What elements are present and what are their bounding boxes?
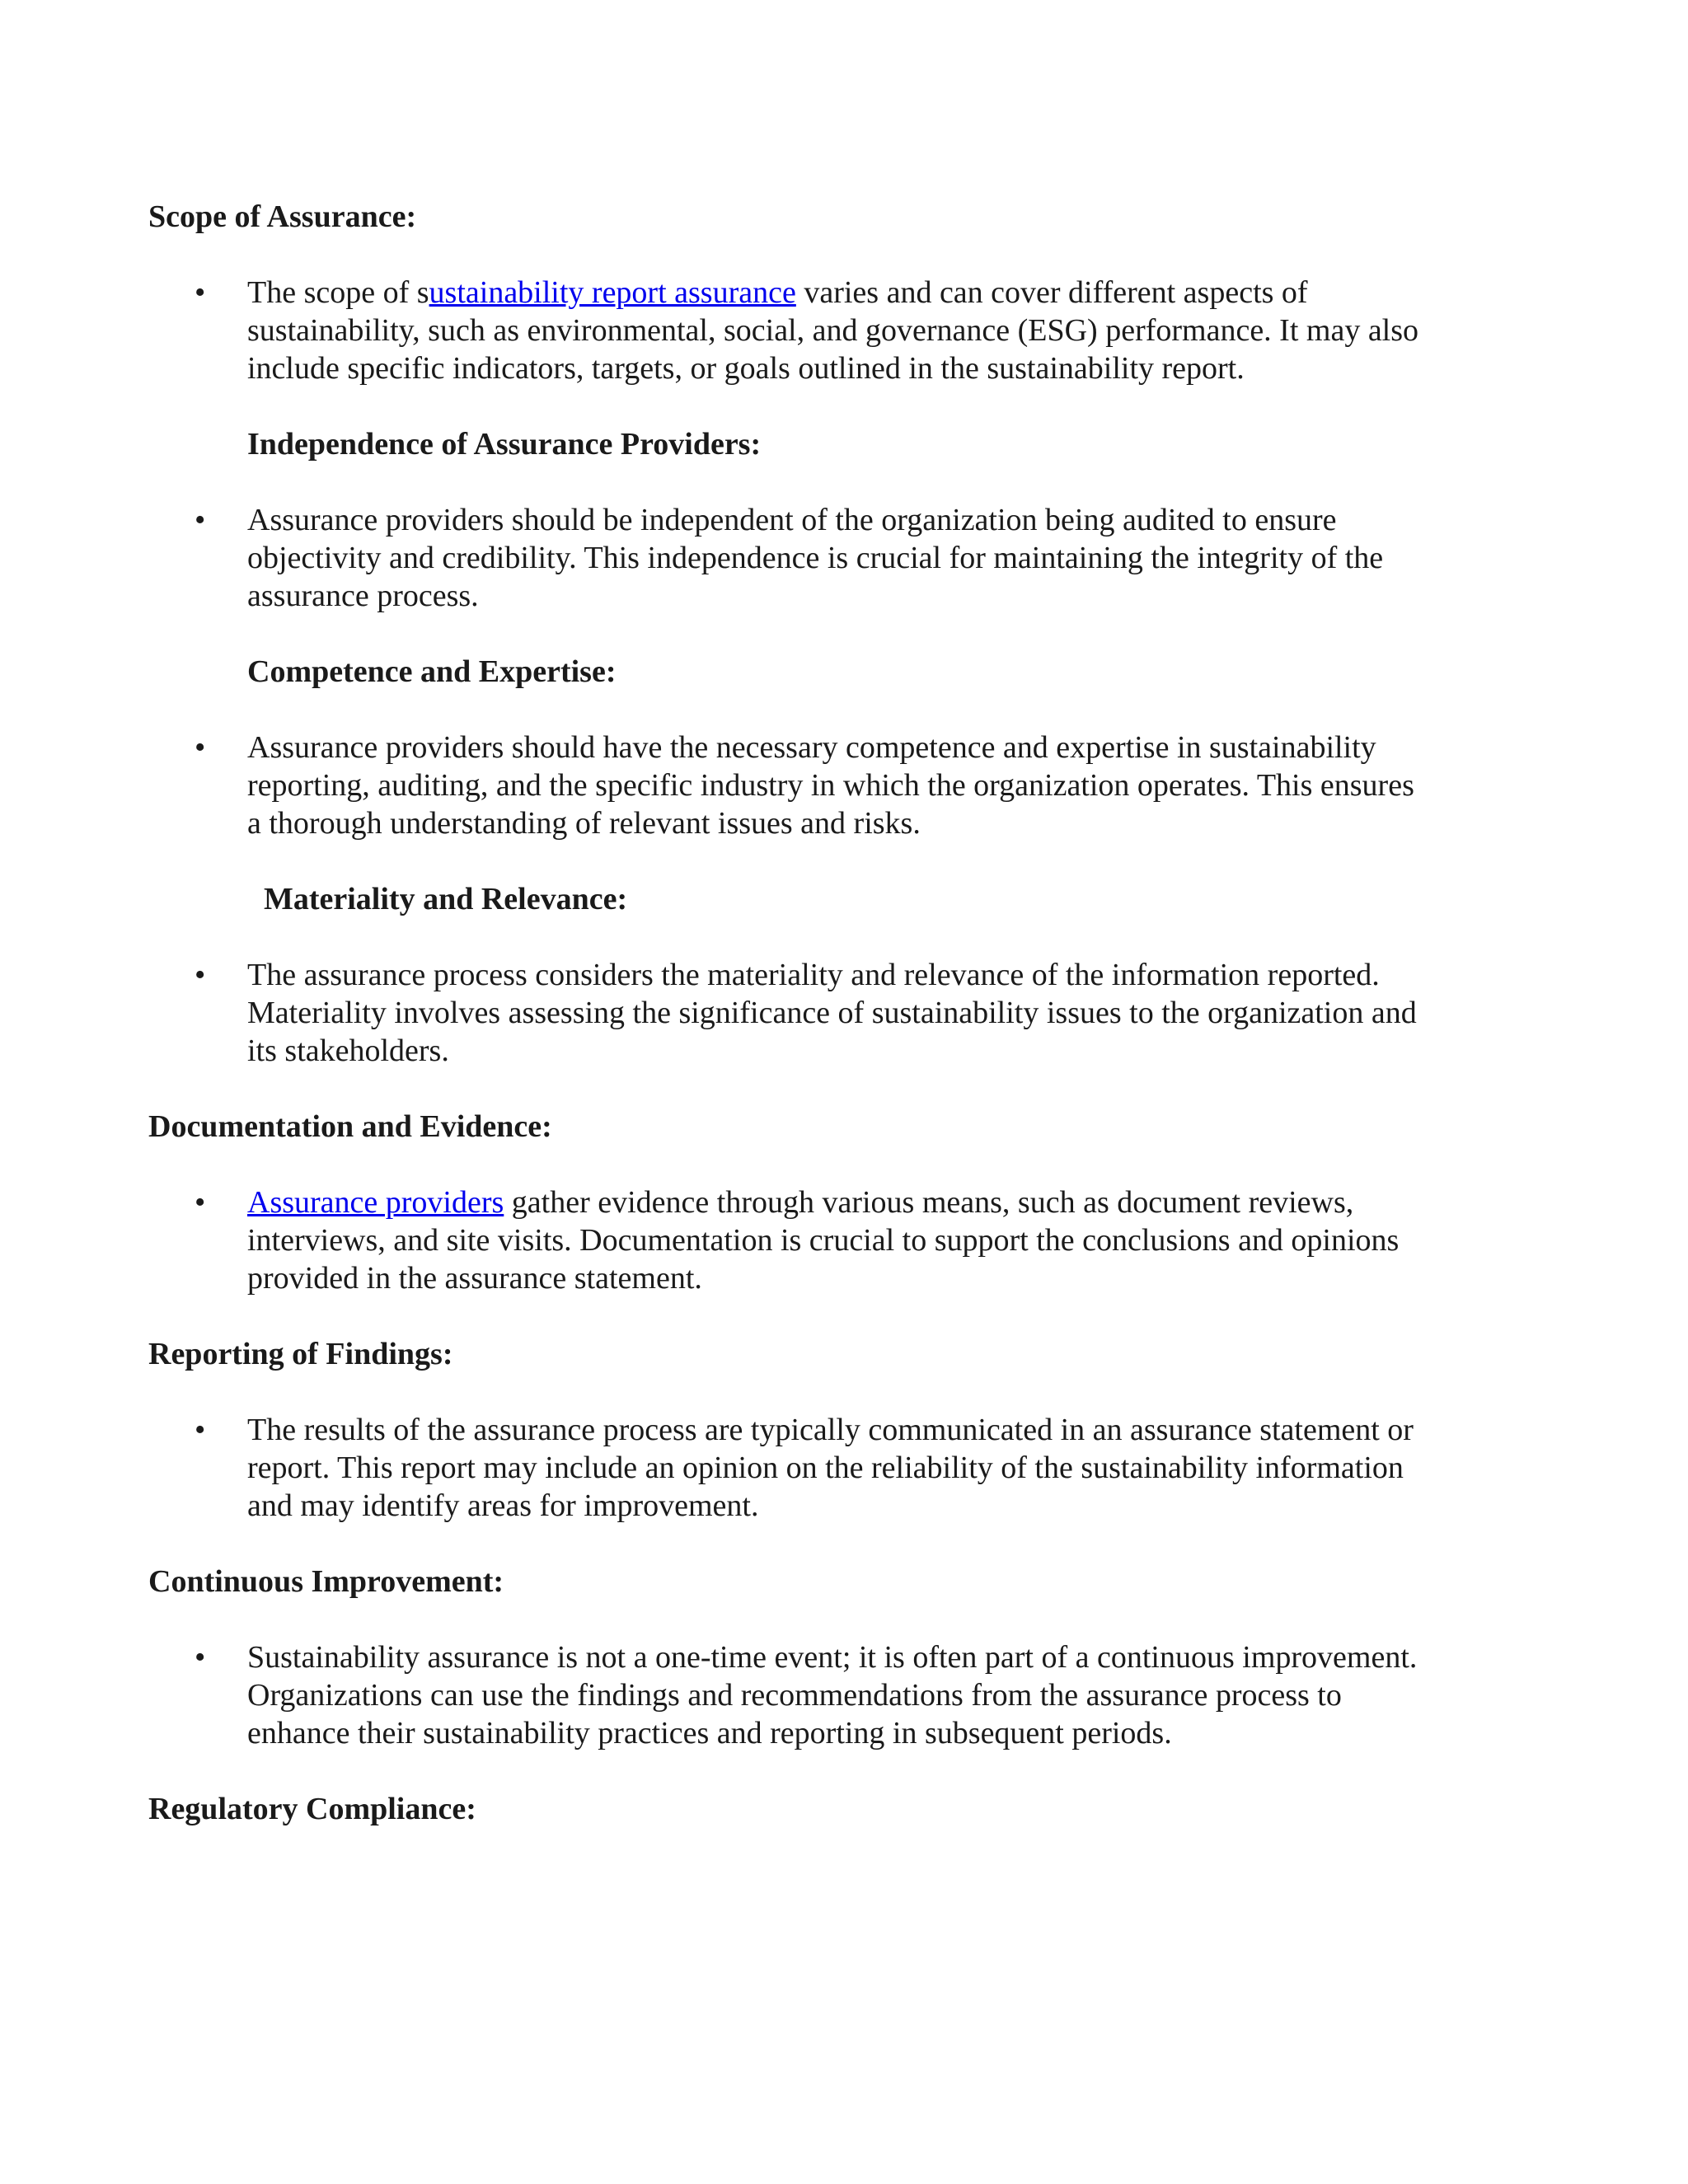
paragraph-line: and may identify areas for improvement. [247,1488,759,1523]
bullet-marker: • [195,275,206,310]
bullet-marker: • [195,1185,206,1220]
paragraph-line: include specific indicators, targets, or goals outlined in the sustainability report. [247,351,1245,386]
paragraph-line: interviews, and site visits. Documentation is crucial to support the conclusions and opinions [247,1223,1400,1258]
heading-regulatory-compliance: Regulatory Compliance: [148,1792,476,1826]
paragraph-line: reporting, auditing, and the specific industry in which the organization operates. This ensures [247,768,1414,803]
paragraph-reporting [247,1411,1533,1525]
paragraph-line [247,274,1533,312]
paragraph-line: a thorough understanding of relevant issues and risks. [247,806,921,841]
paragraph-line: The results of the assurance process are typically communicated in an assurance statement or [247,1413,1414,1447]
bullet-marker: • [195,503,206,537]
paragraph-continuous-improvement [247,1638,1533,1752]
text-run: gather evidence through various means, such as document reviews, [504,1185,1354,1220]
paragraph-scope-of-assurance [247,274,1533,387]
heading-documentation-and-evidence: Documentation and Evidence: [148,1109,552,1144]
paragraph-competence [247,729,1533,842]
paragraph-line: assurance process. [247,579,479,613]
text-run: varies and can cover different aspects of [795,275,1308,310]
heading-materiality-and-relevance: Materiality and Relevance: [264,882,628,916]
paragraph-line: enhance their sustainability practices and reporting in subsequent periods. [247,1716,1172,1750]
heading-continuous-improvement: Continuous Improvement: [148,1564,504,1599]
paragraph-line: Materiality involves assessing the significance of sustainability issues to the organization and [247,996,1417,1030]
paragraph-independence [247,501,1533,615]
paragraph-line: objectivity and credibility. This independence is crucial for maintaining the integrity of the [247,541,1384,575]
heading-reporting-of-findings: Reporting of Findings: [148,1337,453,1371]
heading-scope-of-assurance: Scope of Assurance: [148,199,417,234]
bullet-marker: • [195,730,206,765]
paragraph-line: Assurance providers should be independent of the organization being audited to ensure [247,503,1337,537]
bullet-marker: • [195,1640,206,1675]
bullet-marker: • [195,1413,206,1447]
paragraph-line: Sustainability assurance is not a one-time event; it is often part of a continuous improvement. [247,1640,1418,1675]
paragraph-line: Assurance providers should have the necessary competence and expertise in sustainability [247,730,1376,765]
heading-competence-and-expertise: Competence and Expertise: [247,654,617,689]
bullet-marker: • [195,958,206,992]
paragraph-line [247,1183,1533,1221]
paragraph-documentation [247,1183,1533,1297]
paragraph-line: Organizations can use the findings and recommendations from the assurance process to [247,1678,1342,1713]
heading-independence-of-assurance-providers: Independence of Assurance Providers: [247,427,762,462]
assurance-providers-link[interactable]: Assurance providers [247,1185,504,1220]
sustainability-report-assurance-link[interactable]: ustainability report assurance [429,275,796,310]
paragraph-line: its stakeholders. [247,1033,449,1068]
paragraph-line: sustainability, such as environmental, social, and governance (ESG) performance. It may also [247,313,1419,348]
paragraph-materiality [247,956,1533,1070]
text-run: The scope of s [247,275,429,310]
paragraph-line: report. This report may include an opinion on the reliability of the sustainability information [247,1451,1404,1485]
paragraph-line: The assurance process considers the materiality and relevance of the information reported. [247,958,1380,992]
paragraph-line: provided in the assurance statement. [247,1261,702,1296]
